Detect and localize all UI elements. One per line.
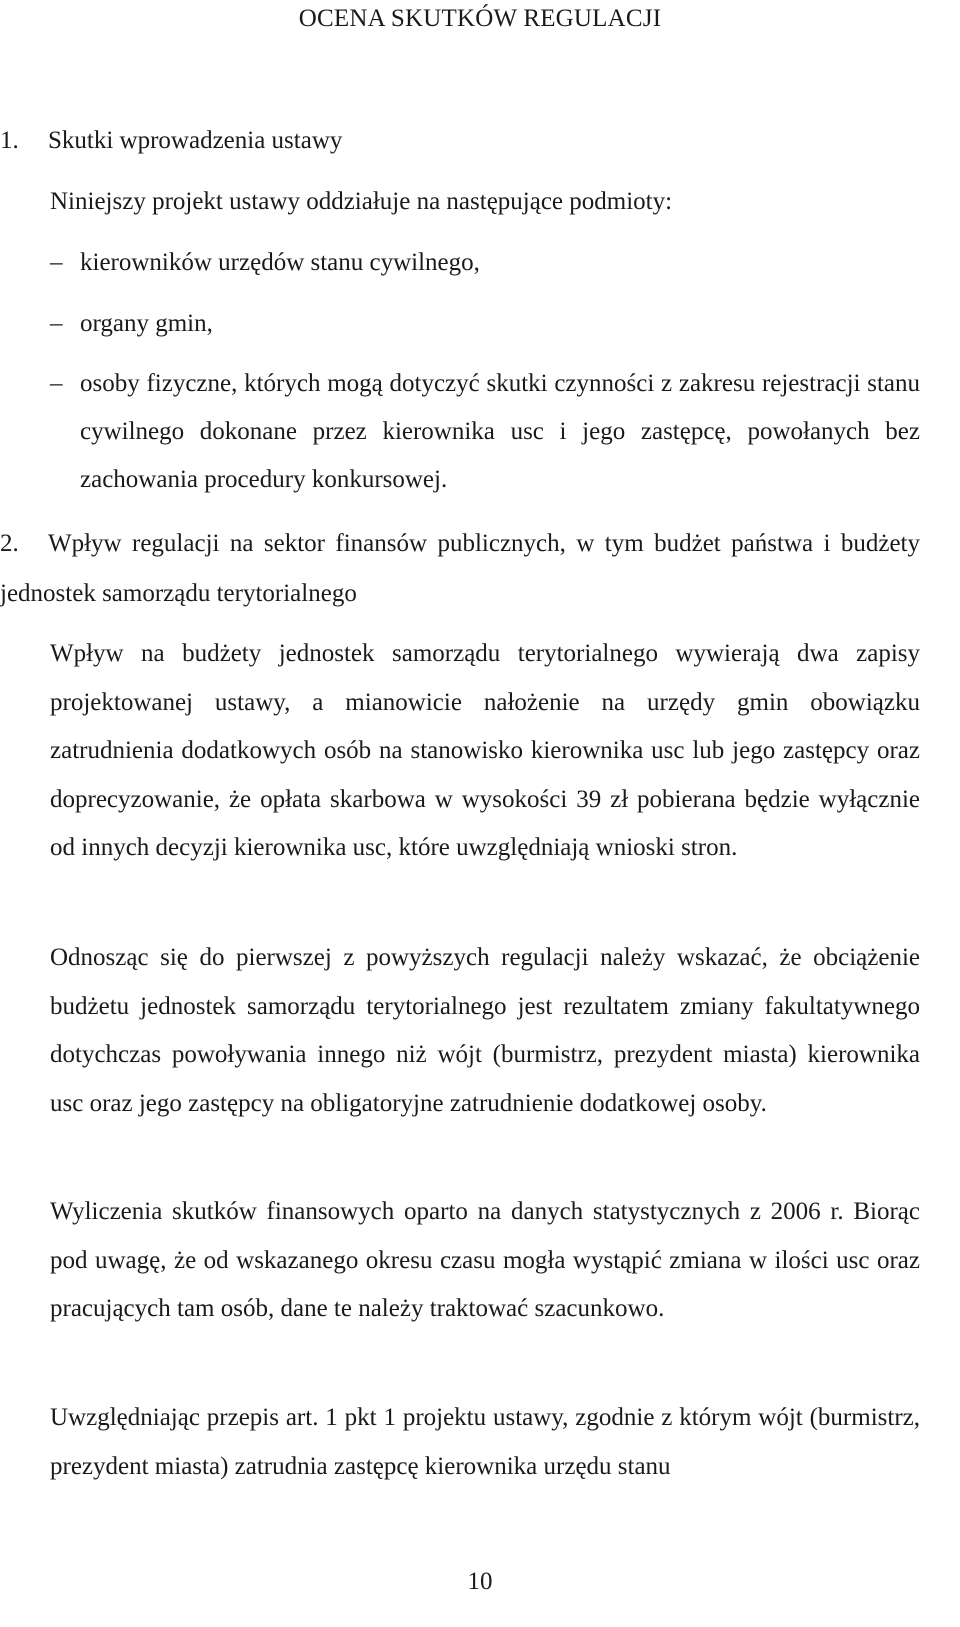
list-item-text: osoby fizyczne, których mogą dotyczyć skutki czynności z zakresu rejestracji stanu cywilnego dokonane przez kierownika usc i jego zastępcę, powołanych bez zachowania procedury konkursowej. bbox=[80, 370, 920, 493]
section-1-heading-text: Skutki wprowadzenia ustawy bbox=[48, 127, 343, 154]
section-1-intro: Niniejszy projekt ustawy oddziałuje na następujące podmioty: bbox=[50, 188, 673, 215]
section-1-heading bbox=[0, 116, 920, 166]
paragraph: Wyliczenia skutków finansowych oparto na danych statystycznych z 2006 r. Biorąc pod uwagę, że od wskazanego okresu czasu mogła wystąpić zmiana w ilości usc oraz pracujących tam osób, dane te należy traktować szacunkowo. bbox=[50, 1198, 920, 1323]
list-item-text: kierowników urzędów stanu cywilnego, bbox=[80, 249, 480, 276]
section-1-number: 1. bbox=[0, 127, 19, 154]
list-item bbox=[50, 299, 920, 349]
section-2-heading bbox=[0, 519, 920, 619]
page-number: 10 bbox=[467, 1568, 493, 1595]
list-item bbox=[50, 360, 920, 504]
dash-bullet: – bbox=[50, 370, 63, 397]
list-item bbox=[50, 238, 920, 288]
list-item-text: organy gmin, bbox=[80, 310, 213, 337]
section-2-heading-text: Wpływ regulacji na sektor finansów publicznych, w tym budżet państwa i budżety jednostek samorządu terytorialnego bbox=[0, 530, 920, 607]
dash-bullet: – bbox=[50, 249, 63, 276]
section-2-number: 2. bbox=[0, 530, 19, 557]
document-title: OCENA SKUTKÓW REGULACJI bbox=[298, 5, 662, 32]
affected-entities-list bbox=[50, 238, 920, 515]
paragraph: Odnosząc się do pierwszej z powyższych regulacji należy wskazać, że obciążenie budżetu jednostek samorządu terytorialnego jest rezultatem zmiany fakultatywnego dotychczas powoływania innego niż wójt (burmistrz, prezydent miasta) kierownika usc oraz jego zastępcy na obligatoryjne zatrudnienie dodatkowej osoby. bbox=[50, 944, 920, 1117]
dash-bullet: – bbox=[50, 310, 63, 337]
paragraph: Uwzględniając przepis art. 1 pkt 1 projektu ustawy, zgodnie z którym wójt (burmistrz, prezydent miasta) zatrudnia zastępcę kierownika urzędu stanu bbox=[50, 1404, 920, 1480]
paragraph: Wpływ na budżety jednostek samorządu terytorialnego wywierają dwa zapisy projektowanej ustawy, a mianowicie nałożenie na urzędy gmin obowiązku zatrudnienia dodatkowych osób na stanowisko kierownika usc lub jego zastępcy oraz doprecyzowanie, że opłata skarbowa w wysokości 39 zł pobierana będzie wyłącznie od innych decyzji kierownika usc, które uwzględniają wnioski stron. bbox=[50, 640, 920, 862]
